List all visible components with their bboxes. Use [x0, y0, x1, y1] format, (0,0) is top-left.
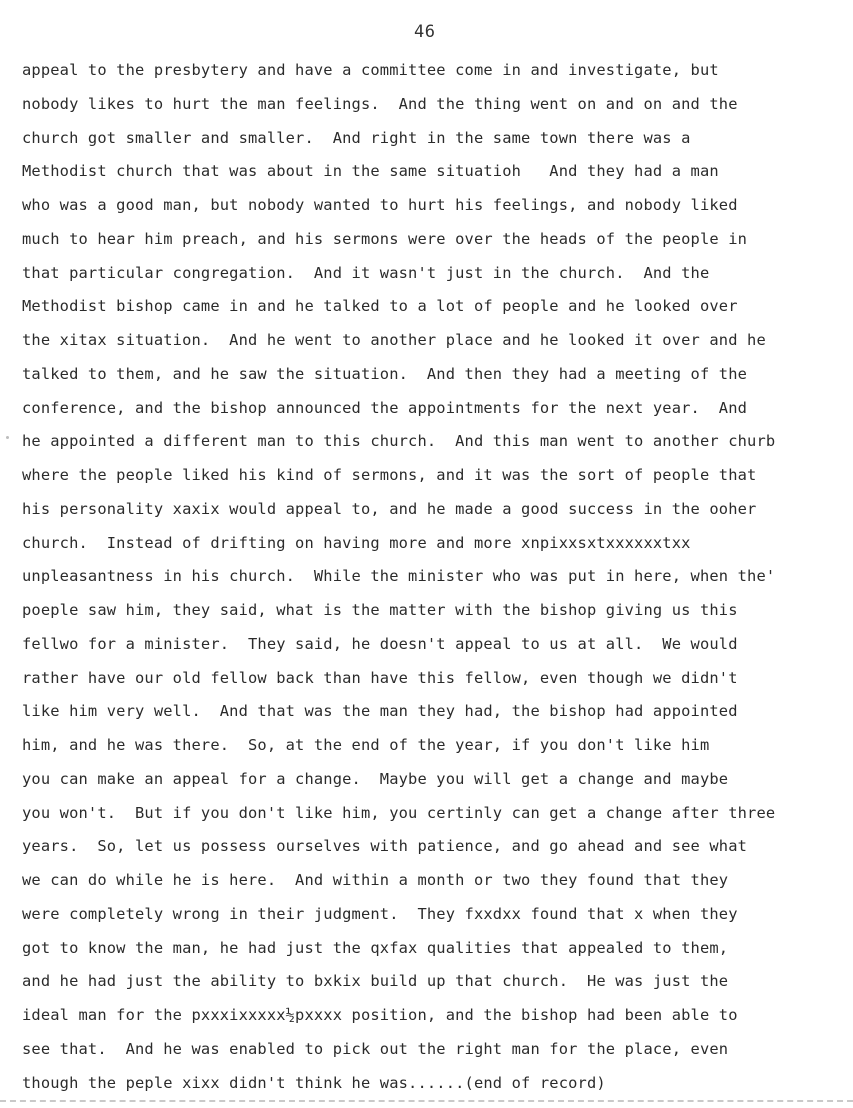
- typed-text-body: [22, 58, 837, 1104]
- text-line: conference, and the bishop announced the appointments for the next year. And: [22, 398, 748, 417]
- page-bottom-edge: [0, 1100, 853, 1102]
- text-line: church got smaller and smaller. And right in the same town there was a: [22, 128, 691, 147]
- text-line: years. So, let us possess ourselves with patience, and go ahead and see what: [22, 837, 748, 856]
- text-line: talked to them, and he saw the situation. And then they had a meeting of the: [22, 364, 748, 383]
- text-line: who was a good man, but nobody wanted to hurt his feelings, and nobody liked: [22, 196, 738, 214]
- text-line: appeal to the presbytery and have a committee come in and investigate, but: [22, 61, 719, 79]
- text-line: poeple saw him, they said, what is the matter with the bishop giving us this: [22, 601, 738, 619]
- text-line: much to hear him preach, and his sermons were over the heads of the people in: [22, 229, 748, 248]
- text-line: fellwo for a minister. They said, he doesn't appeal to us at all. We would: [22, 634, 738, 653]
- text-line: you won't. But if you don't like him, you certinly can get a change after three: [22, 803, 776, 822]
- text-line: that particular congregation. And it wasn't just in the church. And the: [22, 263, 710, 282]
- text-line: got to know the man, he had just the qxfax qualities that appealed to them,: [22, 938, 729, 957]
- text-line: Methodist church that was about in the same situatioh And they had a man: [22, 162, 719, 181]
- text-line: we can do while he is here. And within a month or two they found that they: [22, 871, 729, 889]
- text-line: his personality xaxix would appeal to, and he made a good success in the ooher: [22, 499, 757, 518]
- text-line: he appointed a different man to this church. And this man went to another churb: [22, 432, 776, 451]
- margin-speck: [6, 436, 9, 439]
- text-line: where the people liked his kind of sermons, and it was the sort of people that: [22, 466, 757, 484]
- text-line: the xitax situation. And he went to another place and he looked it over and he: [22, 331, 766, 349]
- text-line: him, and he was there. So, at the end of the year, if you don't like him: [22, 736, 710, 754]
- text-line: though the peple xixx didn't think he was......(end of record): [22, 1073, 606, 1092]
- text-line: and he had just the ability to bxkix build up that church. He was just the: [22, 972, 729, 991]
- text-line: see that. And he was enabled to pick out the right man for the place, even: [22, 1039, 729, 1058]
- text-line: ideal man for the pxxxixxxxx½pxxxx position, and the bishop had been able to: [22, 1006, 738, 1024]
- text-line: were completely wrong in their judgment. They fxxdxx found that x when they: [22, 904, 738, 923]
- text-line: rather have our old fellow back than have this fellow, even though we didn't: [22, 668, 738, 687]
- page-number: 46: [414, 22, 436, 42]
- text-line: like him very well. And that was the man they had, the bishop had appointed: [22, 702, 738, 721]
- text-line: nobody likes to hurt the man feelings. And the thing went on and on and the: [22, 94, 738, 113]
- text-line: you can make an appeal for a change. Maybe you will get a change and maybe: [22, 769, 729, 788]
- text-line: unpleasantness in his church. While the minister who was put in here, when the': [22, 567, 776, 586]
- text-line: Methodist bishop came in and he talked to a lot of people and he looked over: [22, 297, 738, 316]
- text-line: church. Instead of drifting on having more and more xnpixxsxtxxxxxxtxx: [22, 533, 691, 552]
